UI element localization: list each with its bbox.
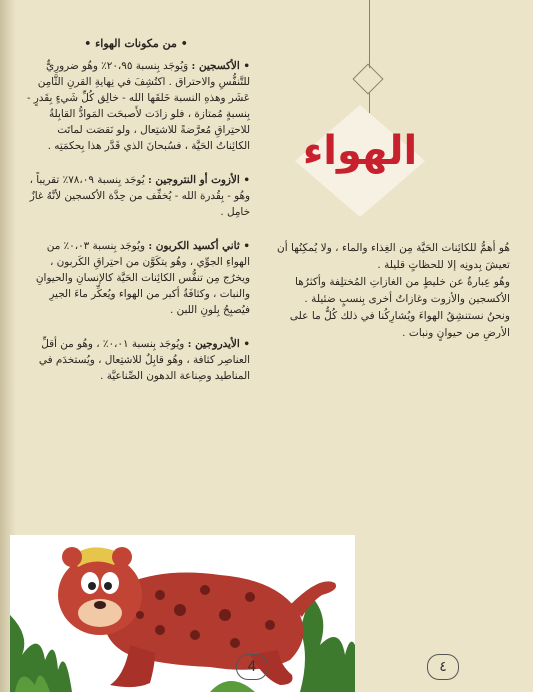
leopard-ear [112,547,132,567]
leopard-front-leg [110,645,155,687]
list-item-oxygen [22,58,250,154]
item-name: • الأكسجين : [191,60,250,72]
leopard-illustration [10,535,355,692]
page-number-right: ٤ [427,654,459,680]
composition-paragraph: وهُو عِبارةٌ عن خليطٍ من الغازاتِ المُختلِفة وأكثرُها الأكسجين والأزوت وغازاتٌ أخرى بِنسبٍ ضئيلة . [295,276,510,305]
leopard-pupil [88,582,96,590]
small-diamond-ornament [352,63,383,94]
leopard-nose [94,601,106,609]
intro-paragraph: هُو أهمُّ للكائِنات الحَيَّة مِن الغِذاء والماء ، ولا يُمكِنُها أن تعيشَ بِدونِه إلا للحظاتٍ قليلة . [276,242,510,271]
hanging-string [369,0,370,68]
leaf-icon [300,595,355,692]
item-text: ويُوجَد بِنسبة ٠،٠١٪ ، وهُو من أقلِّ العناصِر كثافة ، وهُو قابِلٌ للاشتِعال ، ويُستخدَم في المناطيد وصِناعة الدهون الصِّناعيَّة . [38,338,250,382]
section-heading: • من مكونات الهواء • [84,37,188,50]
leopard-ear [62,547,82,567]
right-column [262,240,510,342]
item-name: • الأيدروجين : [187,338,250,350]
item-text: يُوجَد بِنسبة ٧٨،٠٩٪ تقريباً ، وهُو - بِقُدرة الله - يُخفِّف من حِدَّة الأكسجين لأنَّهُ غازٌ خامِل . [29,174,250,218]
item-text: ويُوجَد بِنسبة ٠،٠٣٪ من الهواءِ الجوِّي ، وهُو يتكَوَّن من احتِراقِ الكَربون ، ويخرُج مِن تنفُّس الكائِنات الحَيَّة كالإنسانِ والحيوانِ والنبات ، وكثافَةُ أكبر من الهواء ويُعكِّر ماءَ الجيرِ فيُصبِحُ بِلونِ اللبن . [35,240,250,316]
breathing-paragraph: ونحنُ نستنشِقُ الهواءَ ويُشارِكُنا في ذلك كُلُّ ما على الأرضِ من حيوانٍ ونبات . [289,310,510,339]
leopard-pupil [104,582,112,590]
item-name: • ثاني أكسيد الكربون : [148,240,250,252]
list-item-nitrogen [22,172,250,220]
page-number-left: 4 [236,654,268,680]
list-item-carbon-dioxide [22,238,250,318]
leaf-icon [210,681,255,692]
left-column [22,36,250,402]
page-title: الهواء [302,128,418,174]
item-name: • الأزوت أو النتروجين : [147,174,250,186]
leopard-drawing [10,535,355,692]
item-text: وَيُوجَد بِنسبة ٢٠،٩٥٪ وهُو ضرورِيٌّ للتَّنفُّسِ والاحتراق . اكتُشِفَ في نِهايةِ القرنِ الثَّامِن عَشَر وهذهِ النسبة خَلقَها الله - خالِق كُلِّ شَيءٍ بِقَدرٍ - بِنسبةٍ مُمتازة ، فلو زادَت لأَصبحَت المَوادُّ القابِلةُ للاحتِراقِ مُعرَّضةً للاشتِعال ، ولو نَقصَت لماتَت الكائِناتُ الحَيَّة ، فسُبحانَ الذي قَدَّر هذا بِحكمَتِه . [26,60,250,152]
list-item-hydrogen [22,336,250,384]
